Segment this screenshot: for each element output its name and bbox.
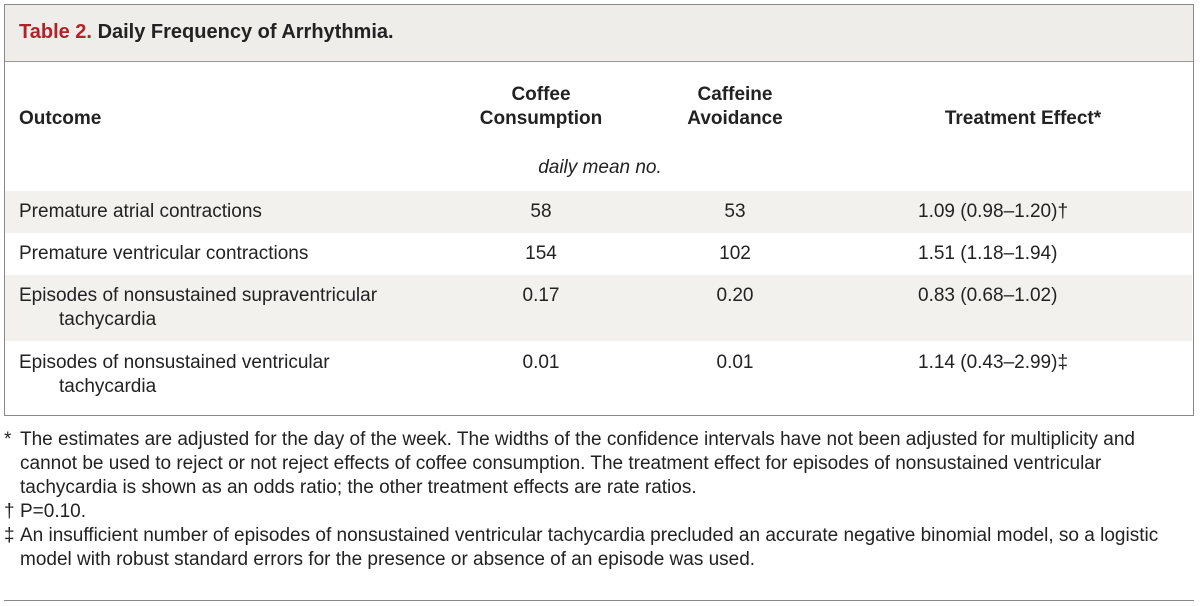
header-coffee-line1: Coffee <box>511 84 571 105</box>
header-caffeine-line2: Avoidance <box>687 108 783 129</box>
row-caffeine-value: 102 <box>719 243 751 264</box>
row-coffee-value: 0.01 <box>522 352 560 373</box>
row-coffee-value: 154 <box>525 243 557 264</box>
header-coffee-line2: Consumption <box>479 108 603 129</box>
table-row <box>5 233 1192 275</box>
footnote-text: P=0.10. <box>20 501 87 522</box>
footnote-asterisk <box>4 428 1194 500</box>
table-number: Table 2. <box>19 21 92 43</box>
row-coffee-value: 0.17 <box>522 285 560 306</box>
arrhythmia-table <box>4 4 1194 416</box>
row-outcome-text: Premature ventricular contractions <box>19 243 309 264</box>
header-caffeine-avoidance <box>625 83 845 131</box>
table-title-bar <box>5 5 1193 62</box>
row-caffeine-value: 0.01 <box>716 352 754 373</box>
row-outcome-continuation: tachycardia <box>59 309 157 330</box>
row-effect-value: 1.51 (1.18–1.94) <box>918 243 1058 264</box>
table-footnotes <box>4 428 1194 572</box>
table-row <box>5 191 1192 233</box>
table-row <box>5 275 1192 341</box>
row-coffee-value: 58 <box>530 201 552 222</box>
row-outcome-text: Premature atrial contractions <box>19 201 262 222</box>
row-outcome <box>19 242 459 266</box>
row-outcome-text: Episodes of nonsustained ventricular <box>19 352 330 373</box>
footnote-double-dagger <box>4 524 1194 572</box>
row-outcome-continuation: tachycardia <box>59 376 157 397</box>
footnote-symbol: * <box>4 429 12 450</box>
footnote-dagger <box>4 500 1194 524</box>
header-treatment-effect: Treatment Effect* <box>944 108 1102 129</box>
header-outcome: Outcome <box>19 108 102 129</box>
table-caption: Daily Frequency of Arrhythmia. <box>97 21 394 43</box>
header-caffeine-line1: Caffeine <box>697 84 773 105</box>
header-coffee-consumption <box>431 83 651 131</box>
footnote-symbol: † <box>4 501 15 522</box>
row-outcome <box>19 284 459 332</box>
row-effect-value: 0.83 (0.68–1.02) <box>918 285 1058 306</box>
footnote-symbol: ‡ <box>4 525 15 546</box>
row-caffeine-value: 0.20 <box>716 285 754 306</box>
table-row <box>5 341 1192 413</box>
row-outcome-text: Episodes of nonsustained supraventricular <box>19 285 378 306</box>
footnote-text: An insufficient number of episodes of nonsustained ventricular tachycardia precluded an accurate negative binomial model, so a logistic model with robust standard errors for the presence or absence of an episode was used. <box>20 525 1159 570</box>
row-outcome <box>19 200 459 224</box>
row-caffeine-value: 53 <box>724 201 746 222</box>
bottom-divider <box>4 600 1194 601</box>
footnote-text: The estimates are adjusted for the day of the week. The widths of the confidence intervals have not been adjusted for multiplicity and cannot be used to reject or not reject effects of coffee consumption. The treatment effect for episodes of nonsustained ventricular tachycardia is shown as an odds ratio; the other treatment effects are rate ratios. <box>20 429 1135 498</box>
row-outcome <box>19 351 459 399</box>
row-effect-value: 1.09 (0.98–1.20)† <box>918 201 1069 222</box>
units-label: daily mean no. <box>538 157 662 178</box>
row-effect-value: 1.14 (0.43–2.99)‡ <box>918 352 1069 373</box>
table-title <box>19 21 394 44</box>
